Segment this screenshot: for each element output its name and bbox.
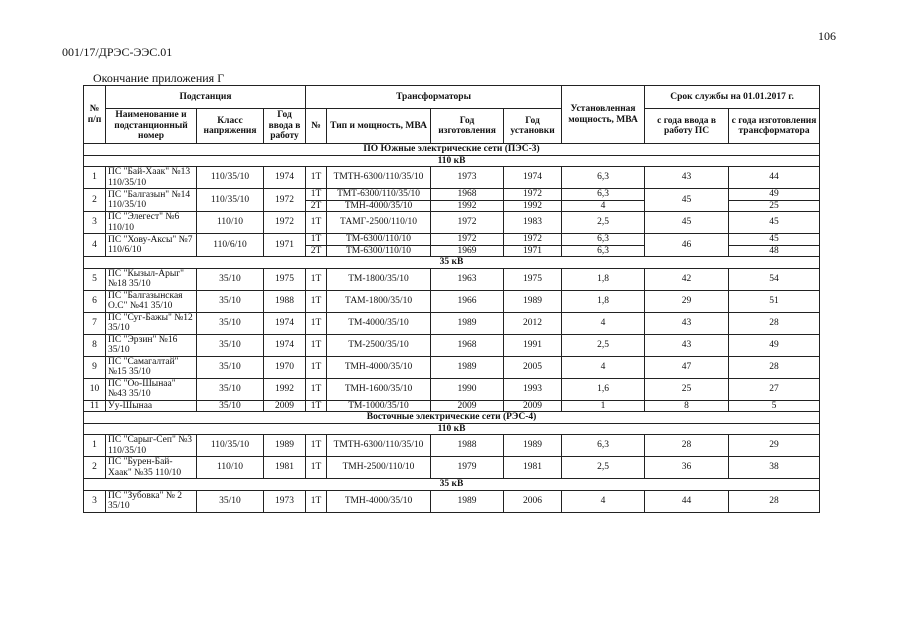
header-transformer-num: № [306, 109, 327, 144]
header-year-installed: Год установки [504, 109, 562, 144]
table-row: 10 ПС "Оо-Шынаа" №43 35/10 35/10 1992 1Т ТМН-1600/35/10 1990 1993 1,6 25 27 [84, 378, 820, 400]
transformer-table [83, 85, 820, 513]
table-row: 4 ПС "Хову-Аксы" №7 110/6/10 110/6/10 1971 1Т ТМ-6300/110/10 1972 1972 6,3 46 45 [84, 234, 820, 246]
header-voltage-class: Класс напряжения [197, 109, 264, 144]
header-num: № п/п [84, 86, 106, 144]
table-row: 1 ПС "Сарыг-Сеп" №3 110/35/10 110/35/10 1989 1Т ТМТН-6300/110/35/10 1988 1989 6,3 28 29 [84, 435, 820, 457]
substation-name: Уу-Шынаа [106, 400, 197, 412]
substation-name: ПС "Оо-Шынаа" №43 35/10 [106, 378, 197, 400]
substation-name: ПС "Суг-Бажы" №12 35/10 [106, 312, 197, 334]
table-caption: Окончание приложения Г [93, 71, 225, 85]
substation-name: ПС "Самагалтай" №15 35/10 [106, 356, 197, 378]
table-row: 8 ПС "Эрзин" №16 35/10 35/10 1974 1Т ТМ-2500/35/10 1968 1991 2,5 43 49 [84, 334, 820, 356]
table-row: 9 ПС "Самагалтай" №15 35/10 35/10 1970 1Т ТМН-4000/35/10 1989 2005 4 47 28 [84, 356, 820, 378]
substation-name: ПС "Хову-Аксы" №7 110/6/10 [106, 234, 197, 257]
header-substation: Подстанция [106, 86, 306, 109]
substation-name: ПС "Кызыл-Арыг" №18 35/10 [106, 268, 197, 290]
page-number: 106 [818, 29, 836, 43]
header-year-manufactured: Год изготовления [431, 109, 504, 144]
table-row: 7 ПС "Суг-Бажы" №12 35/10 35/10 1974 1Т ТМ-4000/35/10 1989 2012 4 43 28 [84, 312, 820, 334]
section-title: ПО Южные электрические сети (ПЭС-3) [84, 144, 820, 156]
table-row: 2 ПС "Балгазын" №14 110/35/10 110/35/10 1972 1Т ТМТ-6300/110/35/10 1968 1972 6,3 45 49 [84, 189, 820, 201]
substation-name: ПС "Элегест" №6 110/10 [106, 212, 197, 234]
substation-name: ПС "Эрзин" №16 35/10 [106, 334, 197, 356]
header-transformer-type: Тип и мощность, МВА [327, 109, 431, 144]
section-title: Восточные электрические сети (РЭС-4) [84, 412, 820, 424]
table-row: 5 ПС "Кызыл-Арыг" №18 35/10 35/10 1975 1Т ТМ-1800/35/10 1963 1975 1,8 42 54 [84, 268, 820, 290]
header-installed-power: Установленная мощность, МВА [562, 86, 645, 144]
document-code: 001/17/ДРЭС-ЭЭС.01 [62, 45, 173, 59]
table-row: 3 ПС "Зубовка" № 2 35/10 35/10 1973 1Т ТМН-4000/35/10 1989 2006 4 44 28 [84, 490, 820, 512]
substation-name: ПС "Балгазын" №14 110/35/10 [106, 189, 197, 212]
table-row: 2Т ТМН-4000/35/10 1992 1992 4 25 [84, 200, 820, 212]
header-life-substation: с года ввода в работу ПС [645, 109, 729, 144]
voltage-subsection: 35 кВ [84, 479, 820, 491]
substation-name: ПС "Бай-Хаак" №13 110/35/10 [106, 167, 197, 189]
table-row: 2Т ТМ-6300/110/10 1969 1971 6,3 48 [84, 245, 820, 257]
table-row: 3 ПС "Элегест" №6 110/10 110/10 1972 1Т ТАМГ-2500/110/10 1972 1983 2,5 45 45 [84, 212, 820, 234]
table-row: 1 ПС "Бай-Хаак" №13 110/35/10 110/35/10 1974 1Т ТМТН-6300/110/35/10 1973 1974 6,3 43 44 [84, 167, 820, 189]
voltage-subsection: 110 кВ [84, 423, 820, 435]
table-row: 6 ПС "Балгазынская О.С" №41 35/10 35/10 1988 1Т ТАМ-1800/35/10 1966 1989 1,8 29 51 [84, 290, 820, 312]
header-transformers: Трансформаторы [306, 86, 562, 109]
substation-name: ПС "Сарыг-Сеп" №3 110/35/10 [106, 435, 197, 457]
substation-name: ПС "Балгазынская О.С" №41 35/10 [106, 290, 197, 312]
table-row: 11 Уу-Шынаа 35/10 2009 1Т ТМ-1000/35/10 2009 2009 1 8 5 [84, 400, 820, 412]
substation-name: ПС "Зубовка" № 2 35/10 [106, 490, 197, 512]
voltage-subsection: 110 кВ [84, 155, 820, 167]
header-year-commissioned: Год ввода в работу [264, 109, 306, 144]
voltage-subsection: 35 кВ [84, 257, 820, 269]
header-service-life: Срок службы на 01.01.2017 г. [645, 86, 820, 109]
substation-name: ПС "Бурен-Бай-Хаак" №35 110/10 [106, 457, 197, 479]
header-life-transformer: с года изготовления трансформатора [729, 109, 820, 144]
table-row: 2 ПС "Бурен-Бай-Хаак" №35 110/10 110/10 1981 1Т ТМН-2500/110/10 1979 1981 2,5 36 38 [84, 457, 820, 479]
header-sub-name: Наименование и подстанционный номер [106, 109, 197, 144]
